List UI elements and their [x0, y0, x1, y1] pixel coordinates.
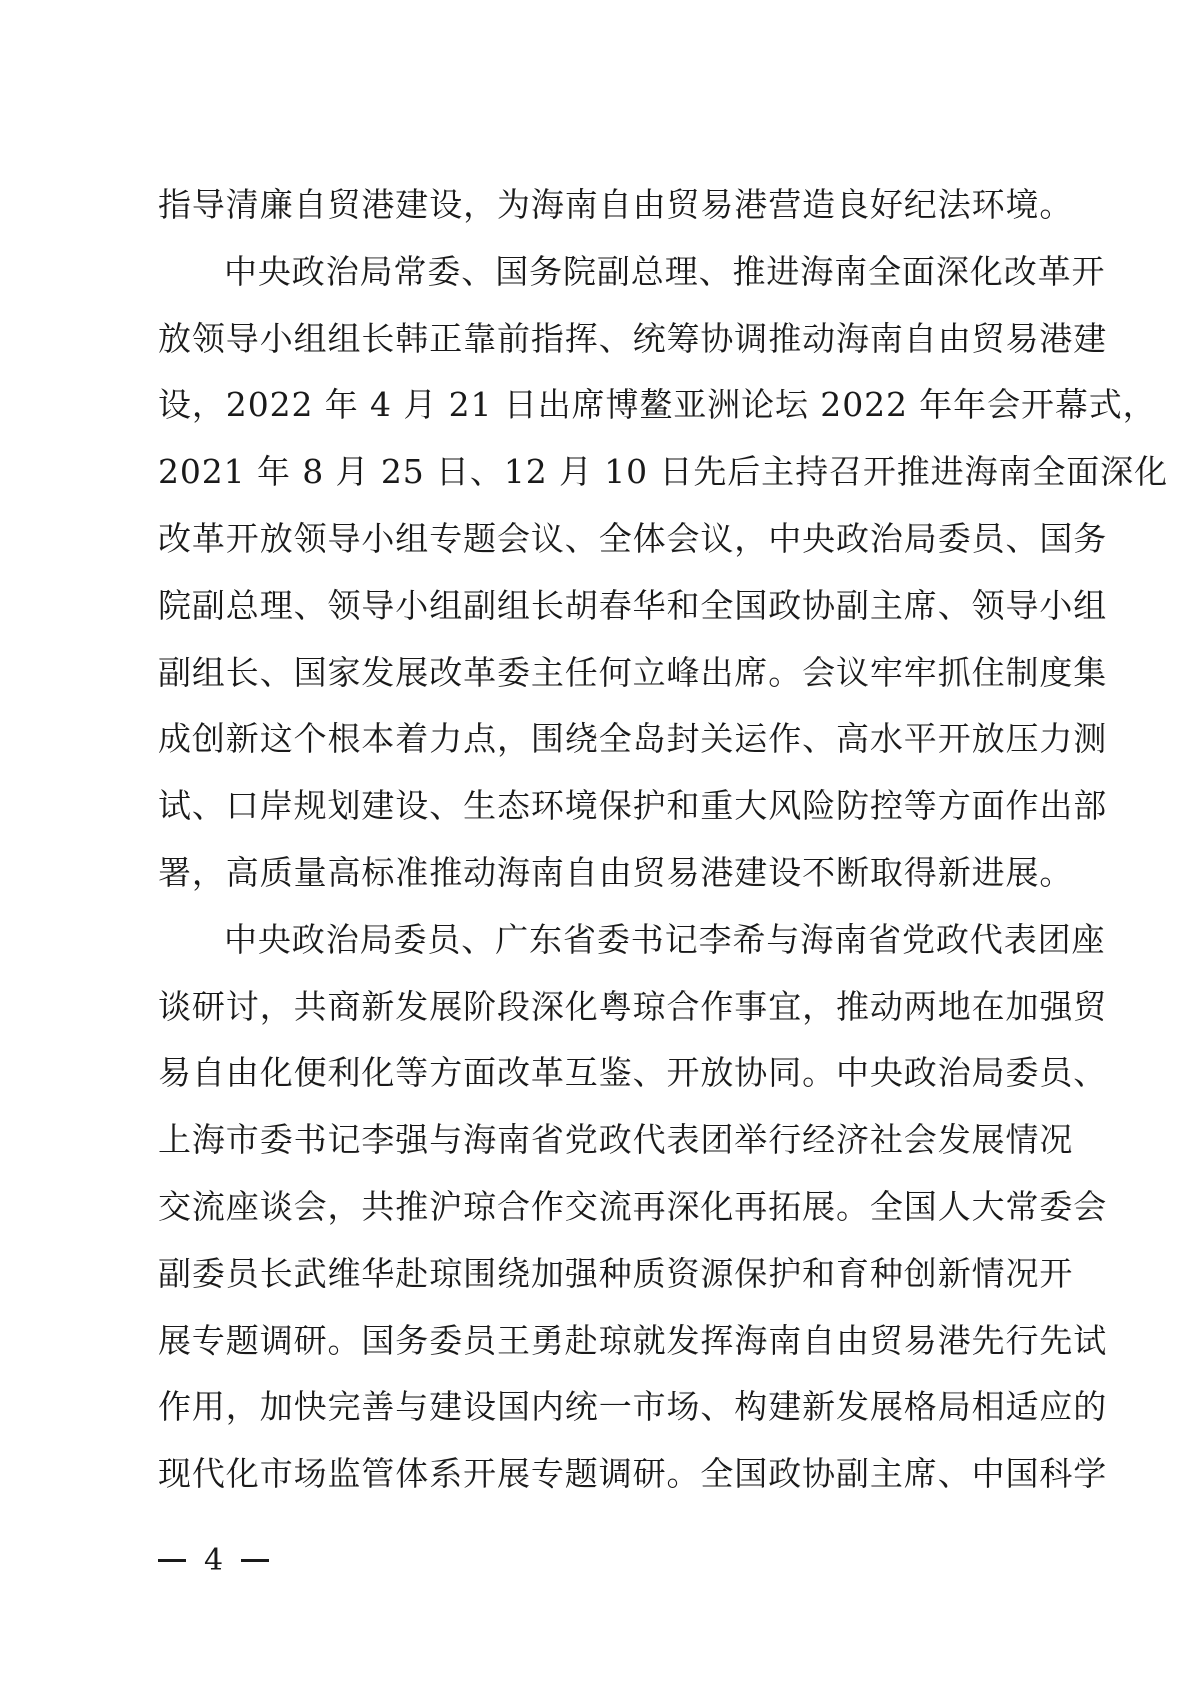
page-number: 4	[204, 1542, 224, 1578]
body-text	[158, 172, 1168, 1508]
text-line: 作用，加快完善与建设国内统一市场、构建新发展格局相适应的	[158, 1387, 1108, 1427]
text-line: 易自由化便利化等方面改革互鉴、开放协同。中央政治局委员、	[158, 1053, 1108, 1093]
paragraph-start-line: 中央政治局常委、国务院副总理、推进海南全面深化改革开	[224, 251, 1106, 291]
text-line: 署，高质量高标准推动海南自由贸易港建设不断取得新进展。	[158, 852, 1074, 892]
text-line: 展专题调研。国务委员王勇赴琼就发挥海南自由贸易港先行先试	[158, 1320, 1108, 1360]
text-line: 成创新这个根本着力点，围绕全岛封关运作、高水平开放压力测	[158, 719, 1108, 759]
text-line: 上海市委书记李强与海南省党政代表团举行经济社会发展情况	[158, 1120, 1074, 1160]
page-footer	[158, 1540, 269, 1580]
text-line: 院副总理、领导小组副组长胡春华和全国政协副主席、领导小组	[158, 585, 1108, 625]
text-line: 放领导小组组长韩正靠前指挥、统筹协调推动海南自由贸易港建	[158, 318, 1108, 358]
text-line: 指导清廉自贸港建设，为海南自由贸易港营造良好纪法环境。	[158, 185, 1074, 224]
text-line: 副组长、国家发展改革委主任何立峰出席。会议牢牢抓住制度集	[158, 652, 1108, 692]
paragraph-start-line: 中央政治局委员、广东省委书记李希与海南省党政代表团座	[224, 919, 1106, 959]
text-line: 2021 年 8 月 25 日、12 月 10 日先后主持召开推进海南全面深化	[158, 452, 1168, 492]
right-dash	[241, 1559, 269, 1562]
text-line: 试、口岸规划建设、生态环境保护和重大风险防控等方面作出部	[158, 786, 1108, 826]
text-line: 现代化市场监管体系开展专题调研。全国政协副主席、中国科学	[158, 1454, 1108, 1494]
left-dash	[158, 1559, 186, 1562]
text-line: 副委员长武维华赴琼围绕加强种质资源保护和育种创新情况开	[158, 1253, 1074, 1293]
text-line: 交流座谈会，共推沪琼合作交流再深化再拓展。全国人大常委会	[158, 1186, 1108, 1226]
text-line: 改革开放领导小组专题会议、全体会议，中央政治局委员、国务	[158, 518, 1108, 558]
text-line: 谈研讨，共商新发展阶段深化粤琼合作事宜，推动两地在加强贸	[158, 986, 1108, 1026]
text-line: 设，2022 年 4 月 21 日出席博鳌亚洲论坛 2022 年年会开幕式，	[158, 385, 1157, 425]
